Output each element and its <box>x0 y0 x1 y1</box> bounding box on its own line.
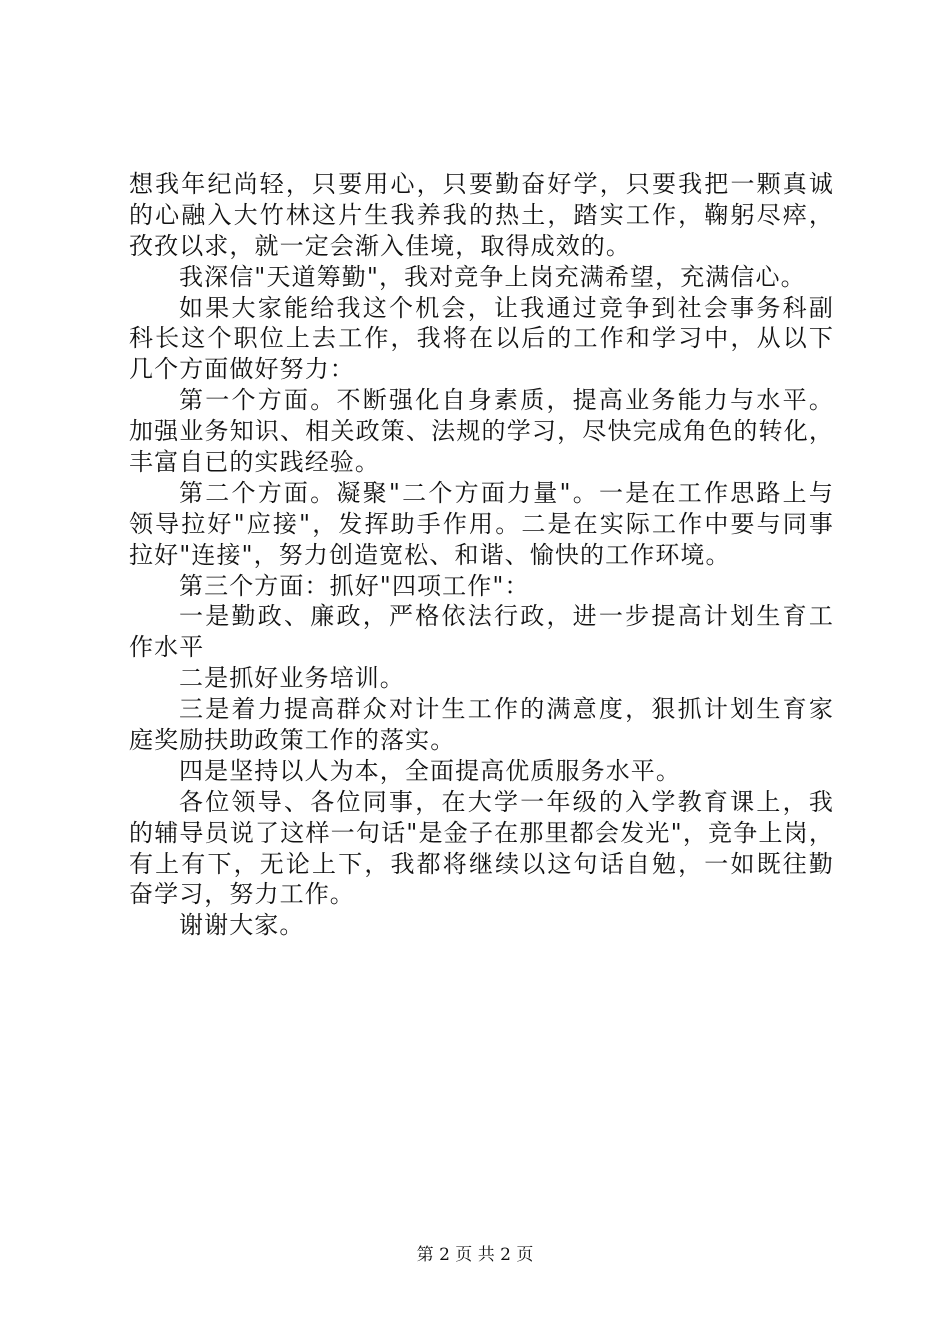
text-line: 加强业务知识、相关政策、法规的学习，尽快完成角色的转化， <box>129 417 834 446</box>
text-line: 孜孜以求，就一定会渐入佳境，取得成效的。 <box>129 231 631 260</box>
text-line: 如果大家能给我这个机会，让我通过竞争到社会事务科副 <box>179 293 834 322</box>
text-line: 科长这个职位上去工作，我将在以后的工作和学习中，从以下 <box>129 324 834 353</box>
paragraph <box>129 787 834 911</box>
paragraph <box>129 910 834 941</box>
text-line: 丰富自已的实践经验。 <box>129 448 380 477</box>
paragraph <box>129 385 834 478</box>
text-line: 第三个方面：抓好"四项工作"： <box>179 571 530 600</box>
text-line: 有上有下，无论上下，我都将继续以这句话自勉，一如既往勤 <box>129 849 834 878</box>
paragraph <box>129 293 834 386</box>
text-line: 作水平 <box>129 633 205 662</box>
text-line: 我深信"天道筹勤"，我对竞争上岗充满希望，充满信心。 <box>179 262 806 291</box>
paragraph <box>129 571 834 602</box>
text-line: 各位领导、各位同事，在大学一年级的入学教育课上，我 <box>179 787 834 816</box>
text-line: 二是抓好业务培训。 <box>179 664 405 693</box>
text-line: 奋学习，努力工作。 <box>129 880 355 909</box>
text-line: 想我年纪尚轻，只要用心，只要勤奋好学，只要我把一颗真诚 <box>129 170 834 198</box>
page-number-footer: 第 2 页 共 2 页 <box>416 1245 534 1265</box>
text-line: 领导拉好"应接"，发挥助手作用。二是在实际工作中要与同事 <box>129 509 834 538</box>
paragraph <box>129 663 834 694</box>
paragraph <box>129 694 834 756</box>
paragraph <box>129 478 834 571</box>
text-line: 几个方面做好努力： <box>129 355 355 384</box>
text-line: 的心融入大竹林这片生我养我的热土，踏实工作，鞠躬尽瘁， <box>129 200 834 229</box>
text-line: 谢谢大家。 <box>179 911 305 940</box>
text-line: 四是坚持以人为本，全面提高优质服务水平。 <box>179 756 681 785</box>
paragraph <box>129 756 834 787</box>
text-line: 庭奖励扶助政策工作的落实。 <box>129 726 456 755</box>
text-line: 拉好"连接"，努力创造宽松、和谐、愉快的工作环境。 <box>129 540 731 569</box>
paragraph <box>129 262 834 293</box>
paragraph <box>129 169 834 262</box>
document-body <box>129 169 834 941</box>
paragraph <box>129 601 834 663</box>
text-line: 三是着力提高群众对计生工作的满意度，狠抓计划生育家 <box>179 695 834 724</box>
text-line: 的辅导员说了这样一句话"是金子在那里都会发光"，竞争上岗， <box>129 818 834 847</box>
text-line: 一是勤政、廉政，严格依法行政，进一步提高计划生育工 <box>179 602 834 631</box>
text-line: 第一个方面。不断强化自身素质，提高业务能力与水平。 <box>179 386 834 415</box>
text-line: 第二个方面。凝聚"二个方面力量"。一是在工作思路上与 <box>179 478 834 507</box>
